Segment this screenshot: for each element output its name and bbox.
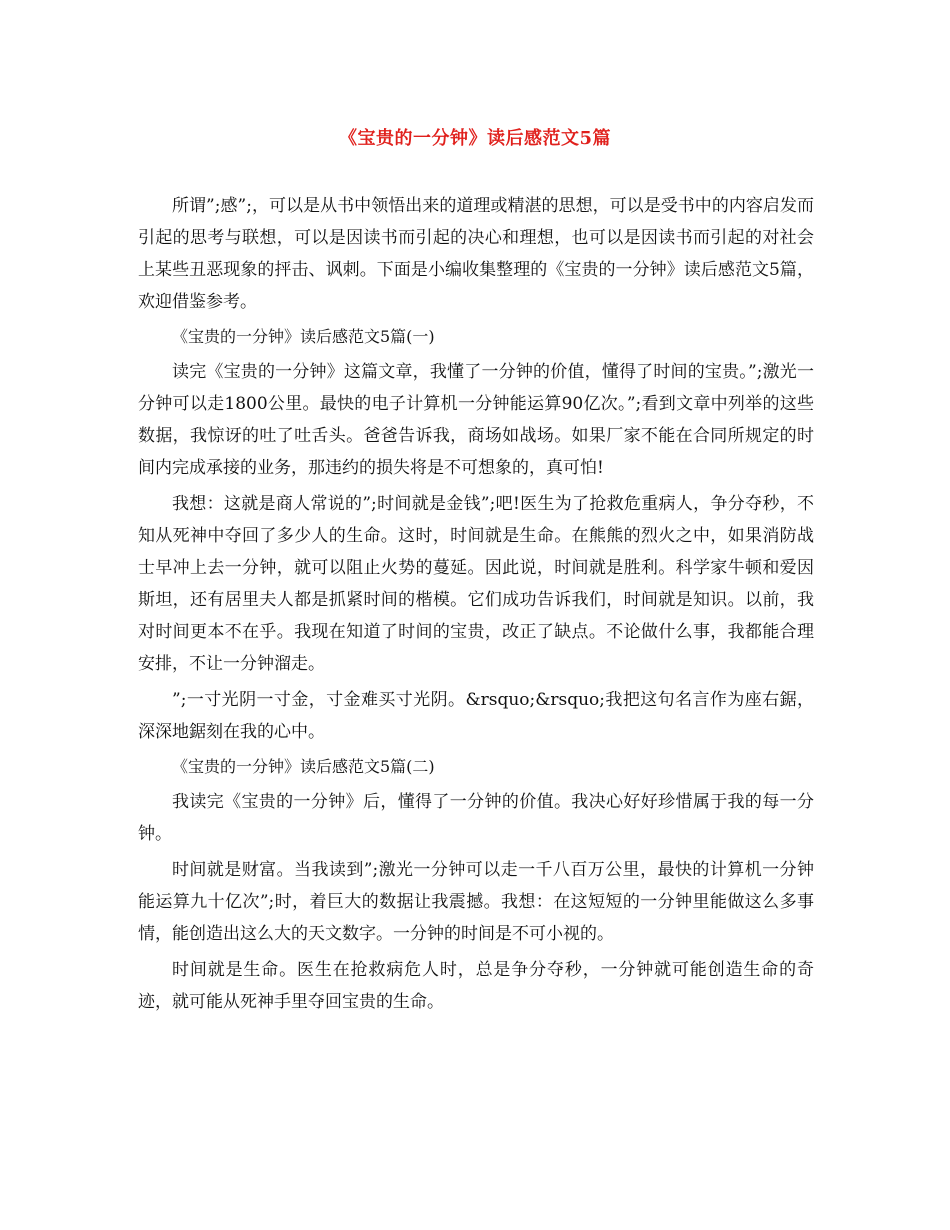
paragraph: 时间就是财富。当我读到”;激光一分钟可以走一千八百万公里，最快的计算机一分钟能运算九十亿次”;时，着巨大的数据让我震撼。我想：在这短短的一分钟里能做这么多事情，能创造出这么大的天文数字。一分钟的时间是不可小视的。 xyxy=(138,860,814,944)
section-heading-2: 《宝贵的一分钟》读后感范文5篇(二) xyxy=(172,757,435,776)
document-body xyxy=(138,190,814,1022)
paragraph: 我读完《宝贵的一分钟》后，懂得了一分钟的价值。我决心好好珍惜属于我的每一分钟。 xyxy=(138,792,814,844)
paragraph: 我想：这就是商人常说的”;时间就是金钱”;吧!医生为了抢救危重病人，争分夺秒，不知从死神中夺回了多少人的生命。这时，时间就是生命。在熊熊的烈火之中，如果消防战士早冲上去一分钟，就可以阻止火势的蔓延。因此说，时间就是胜利。科学家牛顿和爱因斯坦，还有居里夫人都是抓紧时间的楷模。它们成功告诉我们，时间就是知识。以前，我对时间更本不在乎。我现在知道了时间的宝贵，改正了缺点。不论做什么事，我都能合理安排，不让一分钟溜走。 xyxy=(138,494,814,674)
paragraph: 时间就是生命。医生在抢救病危人时，总是争分夺秒，一分钟就可能创造生命的奇迹，就可能从死神手里夺回宝贵的生命。 xyxy=(138,960,814,1012)
document-title: 《宝贵的一分钟》读后感范文5篇 xyxy=(338,128,612,149)
paragraph-intro: 所谓”;感”;，可以是从书中领悟出来的道理或精湛的思想，可以是受书中的内容启发而引起的思考与联想，可以是因读书而引起的决心和理想，也可以是因读书而引起的对社会上某些丑恶现象的抨击、讽刺。下面是小编收集整理的《宝贵的一分钟》读后感范文5篇，欢迎借鉴参考。 xyxy=(138,196,814,312)
section-heading-1: 《宝贵的一分钟》读后感范文5篇(一) xyxy=(172,327,435,346)
paragraph: 读完《宝贵的一分钟》这篇文章，我懂了一分钟的价值，懂得了时间的宝贵。”;激光一分钟可以走1800公里。最快的电子计算机一分钟能运算90亿次。”;看到文章中列举的这些数据，我惊讶的吐了吐舌头。爸爸告诉我，商场如战场。如果厂家不能在合同所规定的时间内完成承接的业务，那违约的损失将是不可想象的，真可怕! xyxy=(138,362,814,478)
paragraph: ”;一寸光阴一寸金，寸金难买寸光阴。&rsquo;&rsquo;我把这句名言作为座右鋸，深深地鋸刻在我的心中。 xyxy=(138,690,814,742)
